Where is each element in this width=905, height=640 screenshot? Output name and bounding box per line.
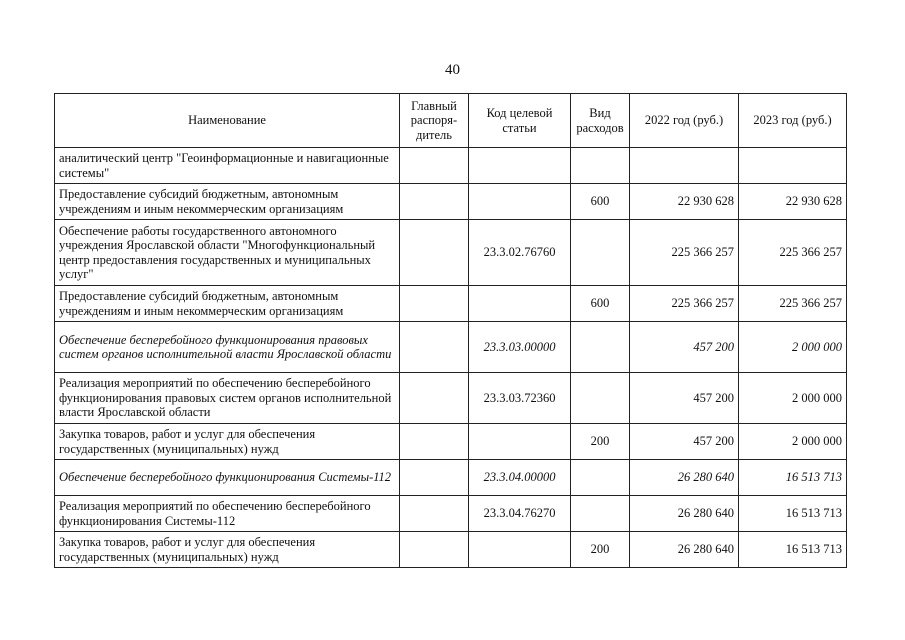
row-code: 23.3.04.00000 <box>469 460 571 496</box>
row-name: Предоставление субсидий бюджетным, автономным учреждениям и иным некоммерческим организациям <box>55 286 400 322</box>
table-header-row <box>55 94 847 148</box>
table-row <box>55 148 847 184</box>
table-row <box>55 322 847 373</box>
table-row <box>55 184 847 220</box>
header-2022: 2022 год (руб.) <box>630 94 739 148</box>
row-manager <box>400 424 469 460</box>
row-2022: 457 200 <box>630 373 739 424</box>
table-row <box>55 373 847 424</box>
row-type: 200 <box>571 424 630 460</box>
row-name: Обеспечение работы государственного автономного учреждения Ярославской области "Многофункциональный центр предоставления государственных и муниципальных услуг" <box>55 220 400 286</box>
row-type: 600 <box>571 286 630 322</box>
table-row <box>55 496 847 532</box>
row-2022: 22 930 628 <box>630 184 739 220</box>
header-code: Код целевой статьи <box>469 94 571 148</box>
row-code: 23.3.02.76760 <box>469 220 571 286</box>
row-2023: 22 930 628 <box>739 184 847 220</box>
row-manager <box>400 322 469 373</box>
row-code <box>469 286 571 322</box>
row-2023: 16 513 713 <box>739 532 847 568</box>
table-row <box>55 532 847 568</box>
row-type: 200 <box>571 532 630 568</box>
header-2023: 2023 год (руб.) <box>739 94 847 148</box>
table-row <box>55 220 847 286</box>
row-2023: 225 366 257 <box>739 286 847 322</box>
row-2022: 457 200 <box>630 424 739 460</box>
header-manager: Главный распоря-дитель <box>400 94 469 148</box>
row-name: Реализация мероприятий по обеспечению бесперебойного функционирования Системы-112 <box>55 496 400 532</box>
row-name: Реализация мероприятий по обеспечению бесперебойного функционирования правовых систем органов исполнительной власти Ярославской области <box>55 373 400 424</box>
row-name: Закупка товаров, работ и услуг для обеспечения государственных (муниципальных) нужд <box>55 532 400 568</box>
row-code <box>469 532 571 568</box>
row-2023: 2 000 000 <box>739 373 847 424</box>
row-manager <box>400 184 469 220</box>
row-2023 <box>739 148 847 184</box>
row-2023: 225 366 257 <box>739 220 847 286</box>
row-manager <box>400 496 469 532</box>
row-2022: 457 200 <box>630 322 739 373</box>
table-row <box>55 460 847 496</box>
row-type: 600 <box>571 184 630 220</box>
row-manager <box>400 460 469 496</box>
row-code: 23.3.03.00000 <box>469 322 571 373</box>
row-manager <box>400 148 469 184</box>
header-name: Наименование <box>55 94 400 148</box>
row-2023: 16 513 713 <box>739 496 847 532</box>
row-manager <box>400 286 469 322</box>
row-2022: 225 366 257 <box>630 220 739 286</box>
row-type <box>571 322 630 373</box>
row-name: Предоставление субсидий бюджетным, автономным учреждениям и иным некоммерческим организациям <box>55 184 400 220</box>
row-manager <box>400 220 469 286</box>
row-2022: 26 280 640 <box>630 496 739 532</box>
page-number: 40 <box>445 62 460 78</box>
row-2023: 16 513 713 <box>739 460 847 496</box>
budget-table <box>54 93 847 568</box>
row-type <box>571 496 630 532</box>
row-name: Обеспечение бесперебойного функционирования правовых систем органов исполнительной власти Ярославской области <box>55 322 400 373</box>
row-type <box>571 220 630 286</box>
header-type: Вид расходов <box>571 94 630 148</box>
row-2022: 26 280 640 <box>630 460 739 496</box>
row-manager <box>400 532 469 568</box>
row-name: Закупка товаров, работ и услуг для обеспечения государственных (муниципальных) нужд <box>55 424 400 460</box>
row-2023: 2 000 000 <box>739 424 847 460</box>
row-code <box>469 184 571 220</box>
row-2022: 26 280 640 <box>630 532 739 568</box>
row-name: Обеспечение бесперебойного функционирования Системы-112 <box>55 460 400 496</box>
row-type <box>571 373 630 424</box>
row-code <box>469 424 571 460</box>
row-2022 <box>630 148 739 184</box>
row-type <box>571 148 630 184</box>
row-name: аналитический центр "Геоинформационные и навигационные системы" <box>55 148 400 184</box>
row-code <box>469 148 571 184</box>
row-manager <box>400 373 469 424</box>
table-row <box>55 286 847 322</box>
table-row <box>55 424 847 460</box>
row-2023: 2 000 000 <box>739 322 847 373</box>
row-type <box>571 460 630 496</box>
row-code: 23.3.04.76270 <box>469 496 571 532</box>
row-code: 23.3.03.72360 <box>469 373 571 424</box>
row-2022: 225 366 257 <box>630 286 739 322</box>
